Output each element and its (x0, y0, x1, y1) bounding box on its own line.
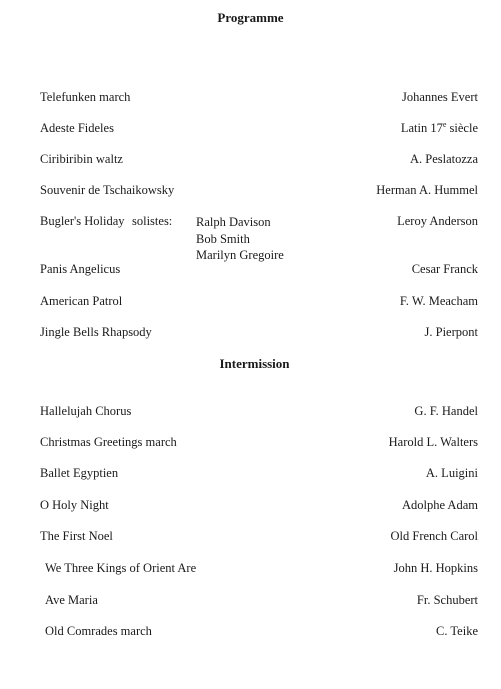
programme-row (0, 152, 501, 170)
programme-row (0, 294, 501, 312)
piece-title: American Patrol (40, 294, 123, 308)
soloists-label: solistes: (132, 214, 173, 228)
programme-row (0, 529, 501, 547)
intermission-heading: Intermission (219, 356, 290, 371)
programme-row (0, 214, 501, 264)
piece-title: Old Comrades march (45, 624, 152, 638)
piece-title: Christmas Greetings march (40, 435, 177, 449)
programme-row (0, 466, 501, 484)
piece-composer: Johannes Evert (401, 90, 478, 104)
piece-composer: Herman A. Hummel (376, 183, 478, 197)
piece-title: Ciribiribin waltz (40, 152, 123, 166)
piece-title: The First Noel (40, 529, 113, 543)
programme-row (0, 593, 501, 611)
soloist-name: Ralph Davison (196, 215, 271, 229)
piece-title: Ave Maria (45, 593, 98, 607)
piece-composer: John H. Hopkins (393, 561, 478, 575)
piece-composer: A. Luigini (425, 466, 478, 480)
piece-title: Souvenir de Tschaikowsky (40, 183, 175, 197)
piece-composer: F. W. Meacham (399, 294, 478, 308)
piece-title: Bugler's Holiday (40, 214, 125, 228)
piece-title: Hallelujah Chorus (40, 404, 132, 418)
piece-title: Panis Angelicus (40, 262, 121, 276)
programme-row (0, 498, 501, 516)
piece-composer: Cesar Franck (411, 262, 478, 276)
piece-title: Telefunken march (40, 90, 131, 104)
piece-composer: G. F. Handel (414, 404, 478, 418)
programme-row (0, 561, 501, 579)
soloist-name: Bob Smith (196, 231, 250, 246)
piece-composer: A. Peslatozza (409, 152, 478, 166)
programme-row (0, 325, 501, 343)
piece-composer: Leroy Anderson (397, 214, 478, 228)
programme-row (0, 404, 501, 422)
piece-composer: Harold L. Walters (388, 435, 478, 449)
programme-row (0, 121, 501, 139)
piece-composer: Old French Carol (390, 529, 478, 543)
programme-row (0, 183, 501, 201)
piece-composer: Adolphe Adam (401, 498, 478, 512)
soloists-list (196, 214, 284, 264)
piece-composer: C. Teike (436, 624, 478, 638)
programme-row (0, 90, 501, 108)
piece-composer: Latin 17e siècle (400, 119, 478, 135)
piece-title: We Three Kings of Orient Are (45, 561, 197, 575)
piece-title: Jingle Bells Rhapsody (40, 325, 152, 339)
piece-composer: J. Pierpont (424, 325, 478, 339)
programme-row (0, 262, 501, 280)
piece-composer: Fr. Schubert (416, 593, 478, 607)
piece-title: Ballet Egyptien (40, 466, 119, 480)
programme-title: Programme (217, 10, 284, 25)
piece-title: Adeste Fideles (40, 121, 114, 135)
piece-title: O Holy Night (40, 498, 109, 512)
programme-row (0, 624, 501, 642)
programme-row (0, 435, 501, 453)
soloist-name: Marilyn Gregoire (196, 248, 284, 262)
